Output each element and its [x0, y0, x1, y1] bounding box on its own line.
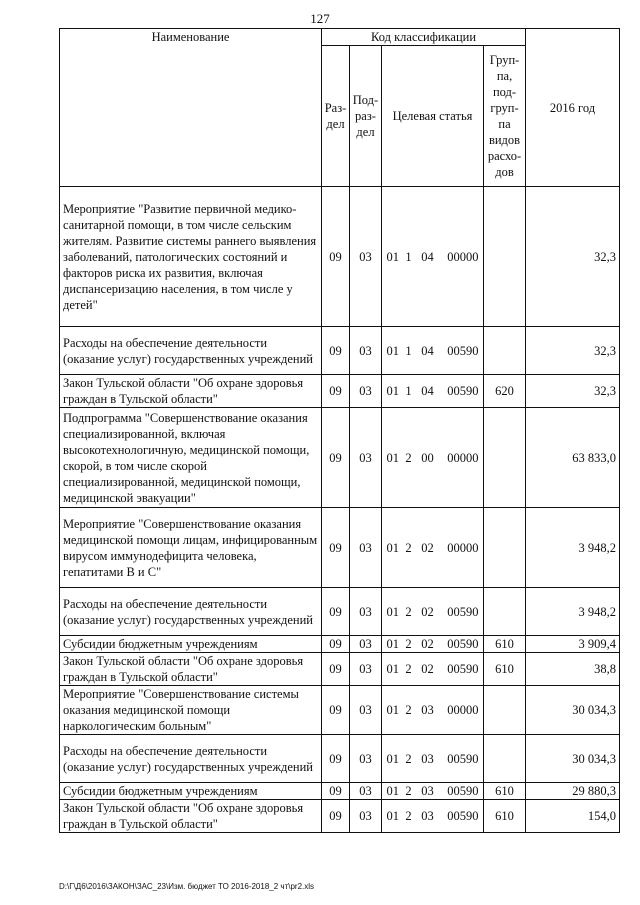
row-razdel: 09: [322, 588, 350, 636]
row-razdel: 09: [322, 800, 350, 833]
target-event: 02: [421, 637, 434, 651]
row-razdel: 09: [322, 783, 350, 800]
target-subprogram: 2: [405, 703, 412, 717]
target-direction: 00000: [447, 249, 479, 264]
target-subprogram: 2: [405, 809, 412, 823]
row-target: [382, 653, 484, 686]
row-razdel: 09: [322, 327, 350, 375]
row-amount: 154,0: [526, 800, 620, 833]
row-razdel: 09: [322, 636, 350, 653]
budget-table: [59, 28, 620, 833]
target-direction: 00000: [447, 703, 479, 717]
target-direction: 00590: [447, 784, 479, 798]
target-event: 03: [421, 784, 434, 798]
row-name: Субсидии бюджетным учреждениям: [60, 636, 322, 653]
target-event: 03: [421, 751, 434, 766]
target-subprogram: 2: [405, 784, 412, 798]
target-direction: 00590: [447, 604, 479, 619]
target-program: 01: [386, 249, 399, 264]
target-subprogram: 2: [405, 637, 412, 651]
row-amount: 63 833,0: [526, 408, 620, 508]
row-amount: 38,8: [526, 653, 620, 686]
target-event: 04: [421, 384, 434, 398]
target-direction: 00590: [447, 343, 479, 358]
header-target: Целевая статья: [382, 46, 484, 187]
target-event: 00: [421, 450, 434, 465]
page-number: 127: [310, 11, 330, 26]
target-direction: 00590: [447, 637, 479, 651]
target-subprogram: 1: [405, 343, 412, 358]
row-podrazdel: 03: [350, 653, 382, 686]
row-razdel: 09: [322, 735, 350, 783]
row-group: 620: [484, 375, 526, 408]
target-direction: 00000: [447, 540, 479, 555]
row-name: Мероприятие "Совершенствование системы оказания медицинской помощи наркологическим больным": [60, 686, 322, 735]
row-group: 610: [484, 800, 526, 833]
header-podrazdel: Под- раз- дел: [350, 46, 382, 187]
row-podrazdel: 03: [350, 327, 382, 375]
row-target: [382, 375, 484, 408]
target-direction: 00590: [447, 384, 479, 398]
row-target: [382, 588, 484, 636]
target-event: 02: [421, 662, 434, 676]
table-row: [60, 588, 620, 636]
table-row: [60, 783, 620, 800]
target-program: 01: [386, 384, 399, 398]
row-amount: 30 034,3: [526, 735, 620, 783]
row-podrazdel: 03: [350, 636, 382, 653]
header-group: Груп- па, под- груп- па видов расхо- дов: [484, 46, 526, 187]
row-podrazdel: 03: [350, 783, 382, 800]
table-row: [60, 636, 620, 653]
table-row: [60, 508, 620, 588]
table-row: [60, 735, 620, 783]
row-razdel: 09: [322, 686, 350, 735]
row-target: [382, 187, 484, 327]
row-group: [484, 735, 526, 783]
row-name: Расходы на обеспечение деятельности (оказание услуг) государственных учреждений: [60, 327, 322, 375]
row-razdel: 09: [322, 508, 350, 588]
table-row: [60, 375, 620, 408]
row-amount: 29 880,3: [526, 783, 620, 800]
row-podrazdel: 03: [350, 187, 382, 327]
header-name: Наименование: [60, 29, 322, 187]
target-program: 01: [386, 637, 399, 651]
row-group: 610: [484, 783, 526, 800]
row-name: Закон Тульской области "Об охране здоровья граждан в Тульской области": [60, 653, 322, 686]
row-podrazdel: 03: [350, 735, 382, 783]
row-name: Подпрограмма "Совершенствование оказания специализированной, включая высокотехнологичную, медицинской помощи, скорой, в том числе скорой специализированной, медицинской помощи, медицинской эвакуации": [60, 408, 322, 508]
row-podrazdel: 03: [350, 588, 382, 636]
table-row: [60, 187, 620, 327]
table-body: [60, 187, 620, 833]
row-group: [484, 508, 526, 588]
target-subprogram: 2: [405, 604, 412, 619]
row-target: [382, 408, 484, 508]
row-group: [484, 187, 526, 327]
target-program: 01: [386, 450, 399, 465]
target-event: 04: [421, 249, 434, 264]
target-subprogram: 2: [405, 662, 412, 676]
row-group: [484, 408, 526, 508]
file-path-footer: D:\Г\Д6\2016\ЗАКОН\ЗАС_23\Изм. бюджет ТО 2016-2018_2 чт\pr2.xls: [59, 882, 315, 891]
row-name: Мероприятие "Совершенствование оказания медицинской помощи лицам, инфицированным вирусом иммунодефицита человека, гепатитами В и С": [60, 508, 322, 588]
row-amount: 32,3: [526, 187, 620, 327]
header-row-1: [60, 29, 620, 46]
row-amount: 32,3: [526, 375, 620, 408]
target-event: 04: [421, 343, 434, 358]
row-razdel: 09: [322, 408, 350, 508]
target-program: 01: [386, 604, 399, 619]
row-target: [382, 508, 484, 588]
target-program: 01: [386, 784, 399, 798]
row-podrazdel: 03: [350, 375, 382, 408]
row-podrazdel: 03: [350, 686, 382, 735]
target-subprogram: 2: [405, 450, 412, 465]
row-name: Расходы на обеспечение деятельности (оказание услуг) государственных учреждений: [60, 735, 322, 783]
table-row: [60, 327, 620, 375]
row-amount: 30 034,3: [526, 686, 620, 735]
row-target: [382, 800, 484, 833]
row-target: [382, 783, 484, 800]
row-amount: 3 909,4: [526, 636, 620, 653]
target-program: 01: [386, 751, 399, 766]
target-subprogram: 1: [405, 384, 412, 398]
row-razdel: 09: [322, 187, 350, 327]
target-program: 01: [386, 343, 399, 358]
row-podrazdel: 03: [350, 800, 382, 833]
target-program: 01: [386, 703, 399, 717]
table-row: [60, 800, 620, 833]
header-year: 2016 год: [526, 29, 620, 187]
target-direction: 00000: [447, 450, 479, 465]
row-name: Расходы на обеспечение деятельности (оказание услуг) государственных учреждений: [60, 588, 322, 636]
row-name: Мероприятие "Развитие первичной медико-санитарной помощи, в том числе сельским жителям. Развитие системы раннего выявления заболеваний, патологических состояний и факторов риска их развития, включая диспансеризацию населения, в том числе у детей": [60, 187, 322, 327]
target-program: 01: [386, 662, 399, 676]
row-target: [382, 327, 484, 375]
table-row: [60, 408, 620, 508]
target-event: 03: [421, 809, 434, 823]
target-subprogram: 2: [405, 540, 412, 555]
row-name: Закон Тульской области "Об охране здоровья граждан в Тульской области": [60, 800, 322, 833]
target-event: 02: [421, 604, 434, 619]
row-name: Субсидии бюджетным учреждениям: [60, 783, 322, 800]
row-target: [382, 735, 484, 783]
target-direction: 00590: [447, 809, 479, 823]
row-name: Закон Тульской области "Об охране здоровья граждан в Тульской области": [60, 375, 322, 408]
row-amount: 3 948,2: [526, 508, 620, 588]
row-group: [484, 686, 526, 735]
row-group: 610: [484, 636, 526, 653]
table-row: [60, 686, 620, 735]
target-direction: 00590: [447, 662, 479, 676]
row-razdel: 09: [322, 653, 350, 686]
row-target: [382, 686, 484, 735]
row-amount: 32,3: [526, 327, 620, 375]
row-podrazdel: 03: [350, 408, 382, 508]
row-group: [484, 327, 526, 375]
target-event: 03: [421, 703, 434, 717]
row-amount: 3 948,2: [526, 588, 620, 636]
table-row: [60, 653, 620, 686]
target-program: 01: [386, 540, 399, 555]
target-direction: 00590: [447, 751, 479, 766]
header-razdel: Раз- дел: [322, 46, 350, 187]
row-target: [382, 636, 484, 653]
target-subprogram: 1: [405, 249, 412, 264]
target-program: 01: [386, 809, 399, 823]
row-group: [484, 588, 526, 636]
target-event: 02: [421, 540, 434, 555]
target-subprogram: 2: [405, 751, 412, 766]
row-razdel: 09: [322, 375, 350, 408]
header-classification: Код классификации: [322, 29, 526, 46]
row-podrazdel: 03: [350, 508, 382, 588]
row-group: 610: [484, 653, 526, 686]
